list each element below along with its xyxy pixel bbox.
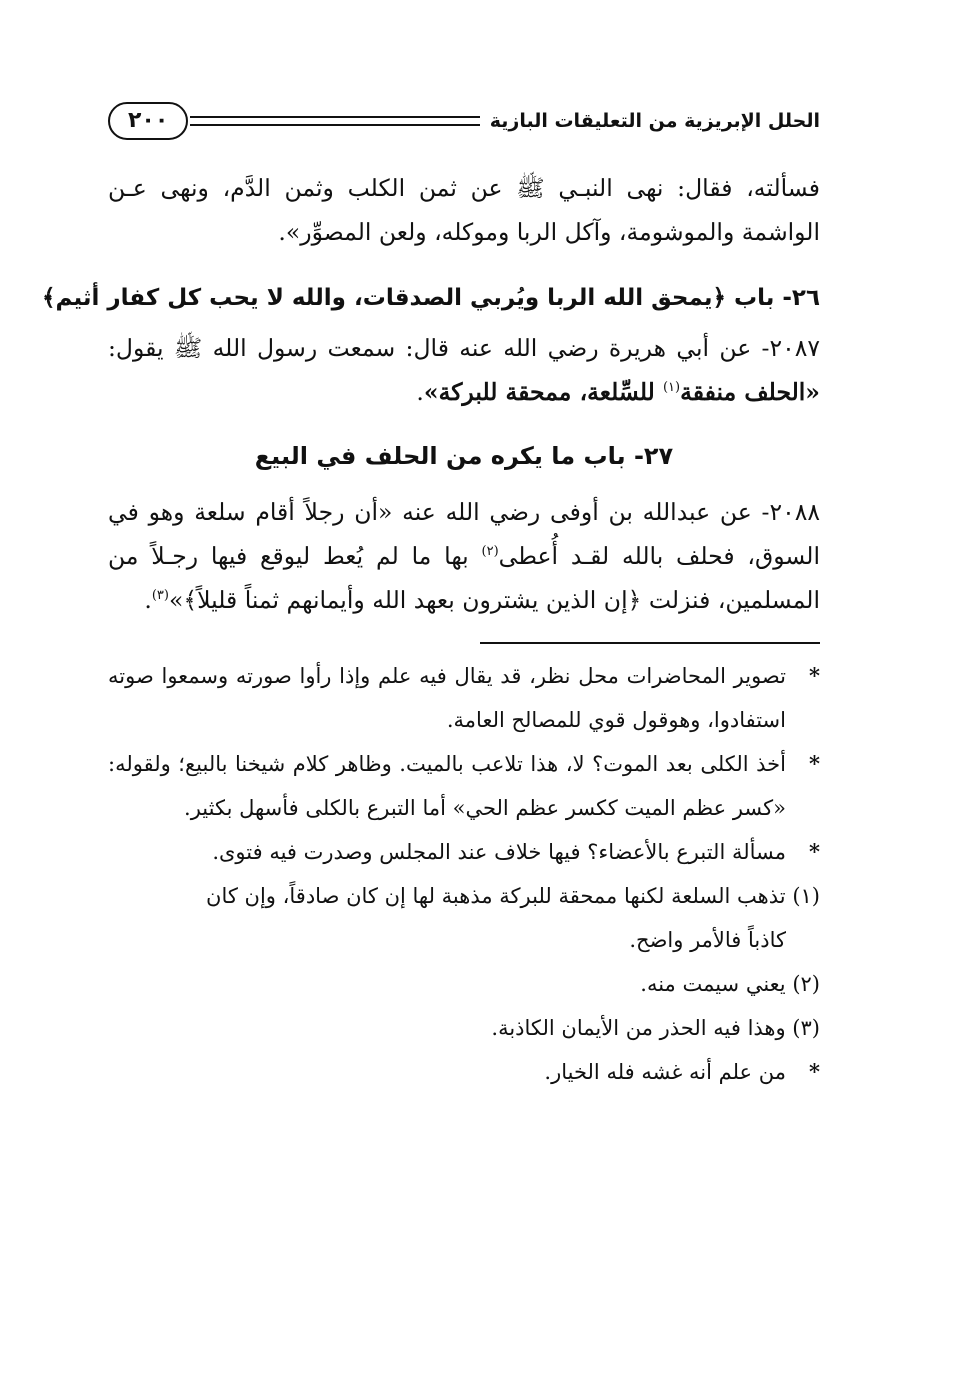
document-page bbox=[41, 92, 820, 1312]
footnote-ref-2[interactable]: (٢) bbox=[481, 544, 499, 560]
note-item bbox=[108, 1050, 820, 1094]
chapter-27-heading: ٢٧- باب ما يكره من الحلف في البيع bbox=[254, 442, 674, 470]
note-text: تصوير المحاضرات محل نظر، قد يقال فيه علم وإذا رأوا صورته وسمعوا صوته استفادوا، وهوقول قوي للمصالح العامة. bbox=[108, 664, 786, 732]
hadith-2088-part2: بها ما لم يُعط ليوقع فيها رجـلاً من المسلمين، فنزلت ﴿إن الذين يشترون بعهد الله وأيمانهم ثمناً قليلاً﴾» bbox=[108, 542, 820, 614]
star-marker-icon: * bbox=[809, 663, 820, 688]
hadith-2087-quote-part1: «الحلف منفقة bbox=[680, 378, 820, 406]
hadith-2088-end: . bbox=[144, 586, 152, 614]
hadith-2088 bbox=[108, 490, 820, 622]
page-header bbox=[108, 92, 820, 150]
note-item bbox=[108, 654, 820, 742]
hadith-2087 bbox=[108, 326, 820, 414]
footnote-separator bbox=[480, 642, 820, 644]
note-text: مسألة التبرع بالأعضاء؟ فيها خلاف عند المجلس وصدرت فيه فتوى. bbox=[212, 840, 786, 864]
star-marker-icon: * bbox=[809, 839, 820, 864]
note-text: من علم أنه غشه فله الخيار. bbox=[544, 1060, 786, 1084]
footnote-1-number: (١) bbox=[792, 884, 820, 908]
footnote-1 bbox=[108, 874, 820, 962]
hadith-2087-end: . bbox=[416, 378, 424, 406]
footnote-1-line1: تذهب السلعة لكنها ممحقة للبركة مذهبة لها إن كان صادقاً، وإن كان bbox=[206, 884, 786, 908]
note-text: أخذ الكلى بعد الموت؟ لا، هذا تلاعب بالميت. وظاهر كلام شيخنا بالبيع؛ ولقوله: «كسر عظم الميت ككسر عظم الحي» أما التبرع بالكلى فأسهل بكثير. bbox=[108, 752, 786, 820]
footnotes-section bbox=[108, 654, 820, 1094]
footnote-ref-3[interactable]: (٣) bbox=[151, 588, 169, 604]
page-number: ٢٠٠ bbox=[108, 102, 188, 140]
footnote-3: (٣) وهذا فيه الحذر من الأيمان الكاذبة. bbox=[491, 1016, 820, 1040]
hadith-2088-part1: ٢٠٨٨- عن عبدالله بن أوفى رضي الله عنه «أن رجلاً أقام سلعة وهو في السوق، فحلف بالله لقـد أُعطى bbox=[108, 498, 820, 570]
header-double-rule bbox=[190, 116, 479, 126]
note-item bbox=[108, 830, 820, 874]
star-marker-icon: * bbox=[809, 1059, 820, 1084]
star-marker-icon: * bbox=[809, 751, 820, 776]
footnote-ref-1[interactable]: (١) bbox=[662, 380, 681, 396]
footnote-2: (٢) يعني سيمت منه. bbox=[640, 972, 820, 996]
chapter-26-heading: ٢٦- باب ﴿يمحق الله الربا ويُربي الصدقات، والله لا يحب كل كفار أثيم﴾ bbox=[41, 285, 820, 311]
hadith-2087-quote-part2: للسِّلعة، ممحقة للبركة» bbox=[423, 378, 663, 406]
book-title: الحلل الإبريزية من التعليقات البازية bbox=[489, 110, 820, 132]
footnote-1-line2: كاذباً فالأمر واضح. bbox=[629, 928, 786, 952]
note-item bbox=[108, 742, 820, 830]
intro-paragraph: فسألته، فقال: نهى النبـي ﷺ عن ثمن الكلب وثمن الدَّم، ونهى عـن الواشمة والموشومة، وآكل الربا وموكله، ولعن المصوِّر». bbox=[108, 174, 820, 246]
hadith-2087-lead: ٢٠٨٧- عن أبي هريرة رضي الله عنه قال: سمعت رسول الله ﷺ يقول: bbox=[108, 334, 820, 362]
